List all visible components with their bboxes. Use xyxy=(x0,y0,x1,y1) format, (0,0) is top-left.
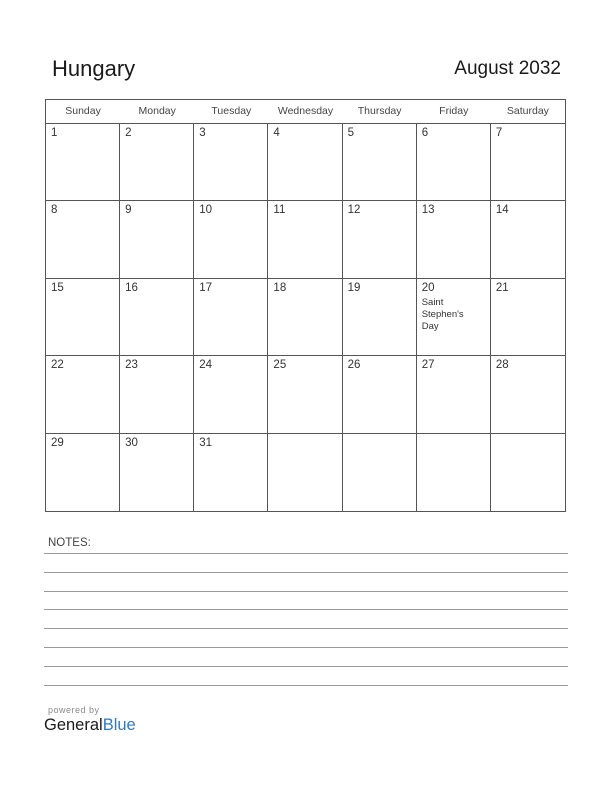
day-cell xyxy=(268,124,342,201)
day-cell xyxy=(491,279,565,356)
weekday-sunday: Sunday xyxy=(65,105,101,117)
day-cell xyxy=(194,201,268,278)
weekday-header xyxy=(46,100,565,124)
month-year-title: August 2032 xyxy=(454,58,561,79)
notes-line xyxy=(44,553,568,554)
day-cell xyxy=(417,201,491,278)
day-number: 14 xyxy=(495,204,509,217)
day-cell xyxy=(268,434,342,511)
brand-blue: Blue xyxy=(102,716,136,734)
day-number: 22 xyxy=(51,359,64,372)
day-cell xyxy=(194,279,268,356)
weekday-monday: Monday xyxy=(138,105,176,117)
day-cell xyxy=(417,124,491,201)
day-cell xyxy=(194,356,268,433)
calendar-grid xyxy=(45,99,566,512)
day-number: 6 xyxy=(421,127,429,139)
day-cell xyxy=(343,434,417,511)
day-cell xyxy=(268,201,342,278)
brand-footer xyxy=(44,705,136,735)
day-cell xyxy=(417,434,491,511)
day-number: 5 xyxy=(347,127,354,139)
day-cell xyxy=(120,124,194,201)
notes-line xyxy=(44,666,568,667)
notes-line xyxy=(44,591,568,592)
notes-line xyxy=(44,685,568,686)
day-number: 2 xyxy=(125,127,132,139)
holiday-label: Saint Stephen's Day xyxy=(421,296,464,332)
weekday-friday: Friday xyxy=(439,105,469,117)
day-cell xyxy=(120,356,194,433)
brand-general: General xyxy=(44,716,103,734)
day-cell xyxy=(343,201,417,278)
day-number: 24 xyxy=(199,359,213,372)
day-cell xyxy=(194,434,268,511)
day-number: 16 xyxy=(125,281,138,294)
weekday-wednesday: Wednesday xyxy=(277,105,334,117)
day-number: 21 xyxy=(495,281,509,294)
day-cell xyxy=(491,434,565,511)
day-cell xyxy=(343,356,417,433)
brand-logo xyxy=(44,716,136,735)
day-number: 3 xyxy=(199,127,206,139)
day-number: 13 xyxy=(421,204,435,217)
day-cell xyxy=(268,356,342,433)
day-number: 29 xyxy=(51,436,64,449)
day-number: 25 xyxy=(273,359,287,372)
day-cell xyxy=(491,201,565,278)
country-title: Hungary xyxy=(52,56,136,81)
day-cell xyxy=(46,434,120,511)
notes-line xyxy=(44,609,568,610)
day-number: 11 xyxy=(273,204,286,217)
weekday-tuesday: Tuesday xyxy=(211,105,252,117)
day-number: 1 xyxy=(51,127,58,139)
day-number: 10 xyxy=(199,204,213,217)
day-number: 4 xyxy=(273,127,280,139)
notes-line xyxy=(44,628,568,629)
day-number: 15 xyxy=(51,281,64,294)
day-cell xyxy=(343,124,417,201)
day-cell xyxy=(46,124,120,201)
day-cell xyxy=(46,201,120,278)
day-number: 9 xyxy=(125,204,132,217)
day-cell xyxy=(417,356,491,433)
day-number: 23 xyxy=(125,359,138,372)
day-cell xyxy=(194,124,268,201)
day-cell xyxy=(268,279,342,356)
day-cell xyxy=(46,356,120,433)
notes-label: NOTES: xyxy=(48,537,91,549)
day-number: 19 xyxy=(347,281,361,294)
day-cell xyxy=(120,201,194,278)
day-cell xyxy=(491,124,565,201)
day-cell xyxy=(417,279,491,356)
day-number: 12 xyxy=(347,204,361,217)
day-number: 31 xyxy=(199,436,213,449)
calendar-body xyxy=(46,124,565,511)
day-number: 26 xyxy=(347,359,361,372)
weekday-thursday: Thursday xyxy=(357,105,402,117)
weekday-saturday: Saturday xyxy=(506,105,549,117)
day-cell xyxy=(343,279,417,356)
notes-line xyxy=(44,572,568,573)
powered-by-text: powered by xyxy=(48,705,100,715)
day-number: 17 xyxy=(199,281,213,294)
day-number: 30 xyxy=(125,436,138,449)
day-number: 8 xyxy=(51,204,58,217)
day-number: 20 xyxy=(421,281,435,294)
day-number: 7 xyxy=(495,127,503,139)
day-cell xyxy=(120,279,194,356)
day-number: 28 xyxy=(495,359,509,372)
day-number: 27 xyxy=(421,359,435,372)
day-number: 18 xyxy=(273,281,287,294)
notes-line xyxy=(44,647,568,648)
day-cell xyxy=(120,434,194,511)
day-cell xyxy=(491,356,565,433)
day-cell xyxy=(46,279,120,356)
